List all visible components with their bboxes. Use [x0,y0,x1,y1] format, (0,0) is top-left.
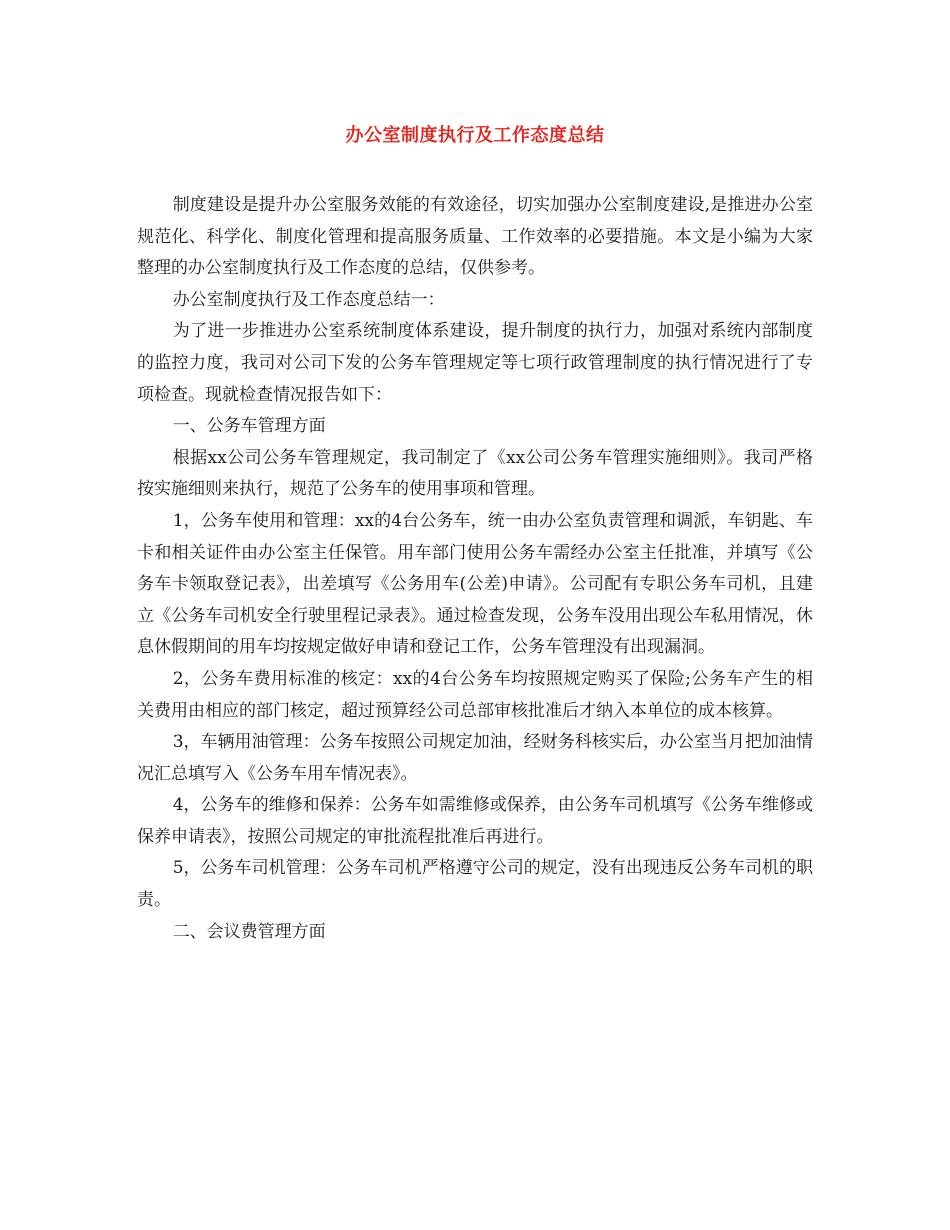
paragraph-item-2: 2，公务车费用标准的核定：xx的4台公务车均按照规定购买了保险;公务车产生的相关费用由相应的部门核定，超过预算经公司总部审核批准后才纳入本单位的成本核算。 [137,668,813,721]
paragraph-item-4: 4，公务车的维修和保养：公务车如需维修或保养，由公务车司机填写《公务车维修或保养申请表》，按照公司规定的审批流程批准后再进行。 [137,795,813,847]
paragraph-purpose: 为了进一步推进办公室系统制度体系建设，提升制度的执行力，加强对系统内部制度的监控力度，我司对公司下发的公务车管理规定等七项行政管理制度的执行情况进行了专项检查。现就检查情况报告如下： [137,321,813,405]
paragraph-intro: 制度建设是提升办公室服务效能的有效途径，切实加强办公室制度建设,是推进办公室规范化、科学化、制度化管理和提高服务质量、工作效率的必要措施。本文是小编为大家整理的办公室制度执行及工作态度的总结，仅供参考。 [137,195,813,279]
document-title: 办公室制度执行及工作态度总结 [345,125,605,146]
section-heading-meeting: 二、会议费管理方面 [172,921,326,942]
paragraph-item-5: 5，公务车司机管理：公务车司机严格遵守公司的规定，没有出现违反公务车司机的职责。 [137,858,813,911]
paragraph-item-3: 3，车辆用油管理：公务车按照公司规定加油，经财务科核实后，办公室当月把加油情况汇总填写入《公务车用车情况表》。 [137,732,813,784]
paragraph-item-1: 1，公务车使用和管理：xx的4台公务车，统一由办公室负责管理和调派，车钥匙、车卡和相关证件由办公室主任保管。用车部门使用公务车需经办公室主任批准，并填写《公务车卡领取登记表》，出差填写《公务用车(公差)申请》。公司配有专职公务车司机，且建立《公务车司机安全行驶里程记录表》。通过检查发现，公务车没用出现公车私用情况，休息休假期间的用车均按规定做好申请和登记工作，公务车管理没有出现漏洞。 [137,510,813,658]
section-heading-vehicle: 一、公务车管理方面 [172,416,326,437]
paragraph-vehicle-rules: 根据xx公司公务车管理规定，我司制定了《xx公司公务车管理实施细则》。我司严格按实施细则来执行，规范了公务车的使用事项和管理。 [137,447,813,500]
document-body [137,190,813,948]
paragraph-summary-heading: 办公室制度执行及工作态度总结一： [172,289,445,310]
